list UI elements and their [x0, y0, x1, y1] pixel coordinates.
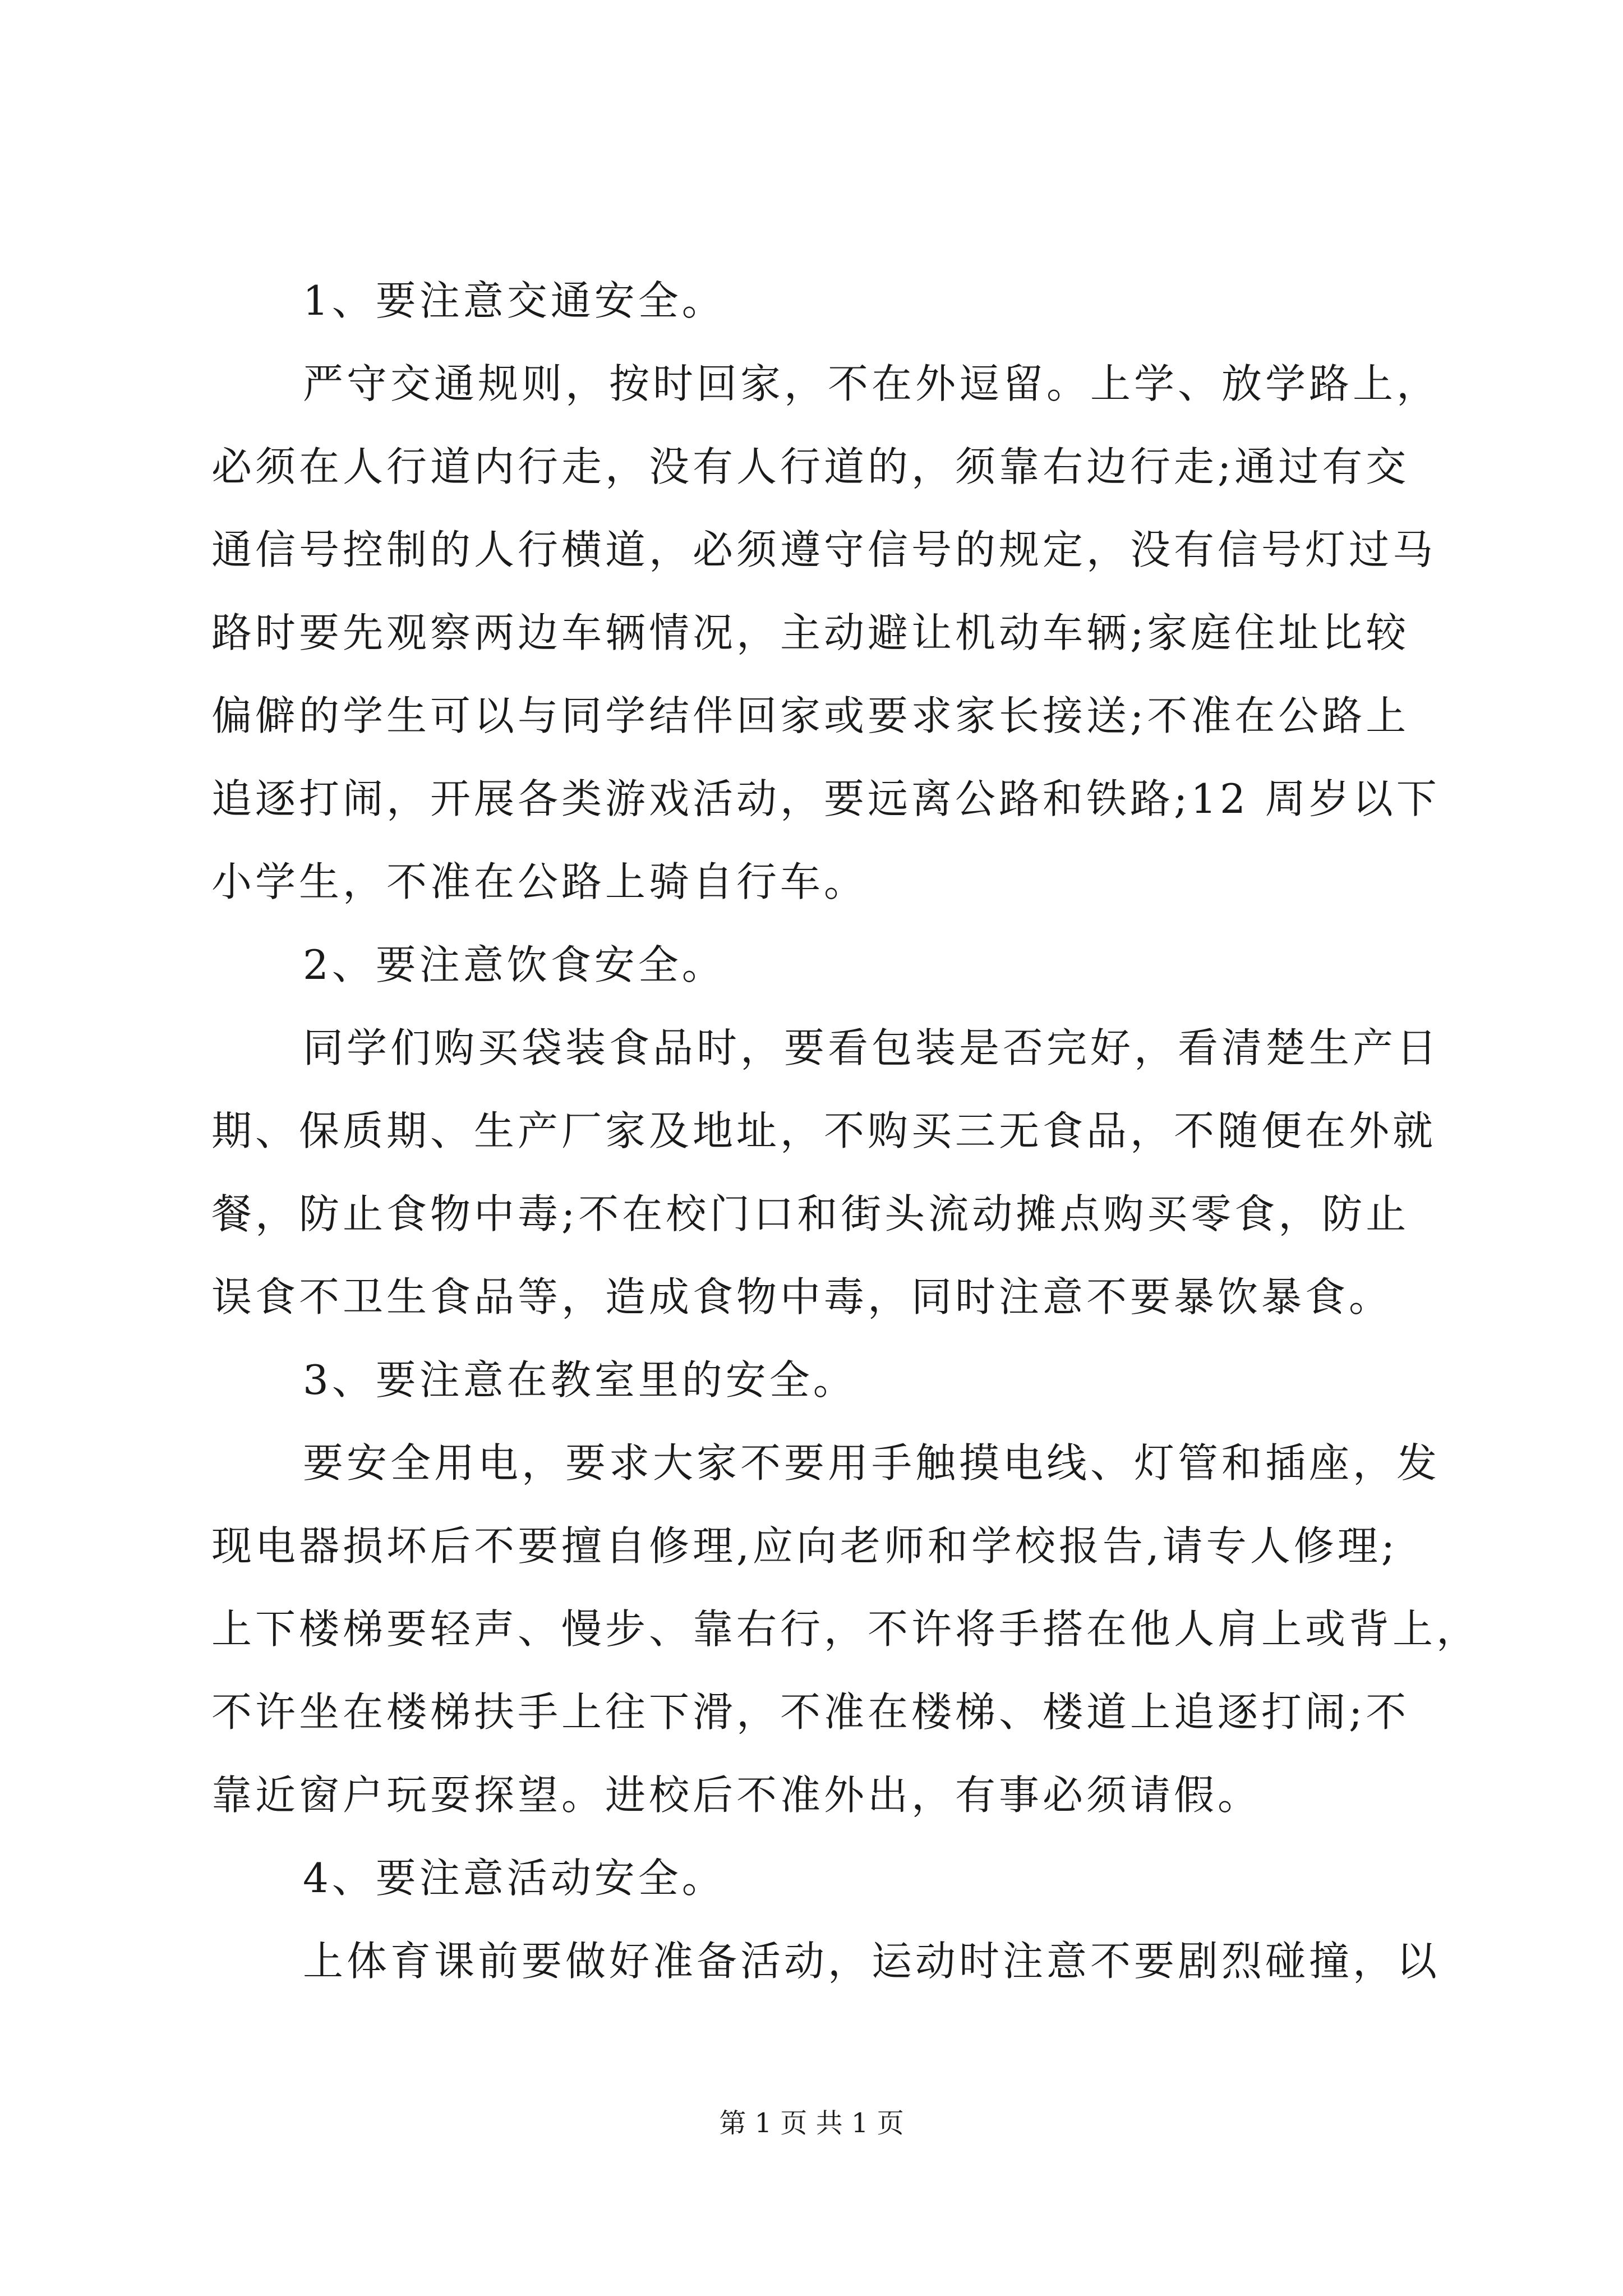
- paragraph-line: 现电器损坏后不要擅自修理,应向老师和学校报告,请专人修理;: [211, 1522, 1399, 1570]
- paragraph-line: 同学们购买袋装食品时，要看包装是否完好，看清楚生产日: [303, 1024, 1441, 1071]
- paragraph-line: 餐，防止食物中毒;不在校门口和街头流动摊点购买零食，防止: [211, 1190, 1410, 1237]
- paragraph-line: 上体育课前要做好准备活动，运动时注意不要剧烈碰撞，以: [303, 1938, 1441, 1985]
- paragraph-line: 路时要先观察两边车辆情况，主动避让机动车辆;家庭住址比较: [211, 609, 1410, 656]
- paragraph-line: 误食不卫生食品等，造成食物中毒，同时注意不要暴饮暴食。: [211, 1273, 1393, 1320]
- paragraph-line: 通信号控制的人行横道，必须遵守信号的规定，没有信号灯过马: [211, 526, 1437, 573]
- paragraph-line: 严守交通规则，按时回家，不在外逗留。上学、放学路上，: [303, 360, 1441, 407]
- paragraph-line: 期、保质期、生产厂家及地址，不购买三无食品，不随便在外就: [211, 1107, 1437, 1154]
- paragraph-line: 追逐打闹，开展各类游戏活动，要远离公路和铁路;12 周岁以下: [211, 775, 1440, 822]
- paragraph-line: 靠近窗户玩耍探望。进校后不准外出，有事必须请假。: [211, 1772, 1262, 1819]
- paragraph-line: 偏僻的学生可以与同学结伴回家或要求家长接送;不准在公路上: [211, 692, 1410, 739]
- page-footer: 第 1 页 共 1 页: [719, 2108, 904, 2139]
- paragraph-line: 小学生，不准在公路上骑自行车。: [211, 858, 868, 905]
- section-heading-food: 2、要注意饮食安全。: [303, 941, 726, 988]
- section-heading-classroom: 3、要注意在教室里的安全。: [303, 1356, 857, 1404]
- document-body: [211, 259, 1481, 2003]
- paragraph-line: 必须在人行道内行走，没有人行道的，须靠右边行走;通过有交: [211, 443, 1410, 490]
- paragraph-line: 上下楼梯要轻声、慢步、靠右行，不许将手搭在他人肩上或背上，: [211, 1605, 1481, 1653]
- section-heading-activity: 4、要注意活动安全。: [303, 1855, 726, 1902]
- paragraph-line: 要安全用电，要求大家不要用手触摸电线、灯管和插座，发: [303, 1439, 1441, 1487]
- paragraph-line: 不许坐在楼梯扶手上往下滑，不准在楼梯、楼道上追逐打闹;不: [211, 1688, 1410, 1736]
- section-heading-traffic: 1、要注意交通安全。: [303, 277, 726, 324]
